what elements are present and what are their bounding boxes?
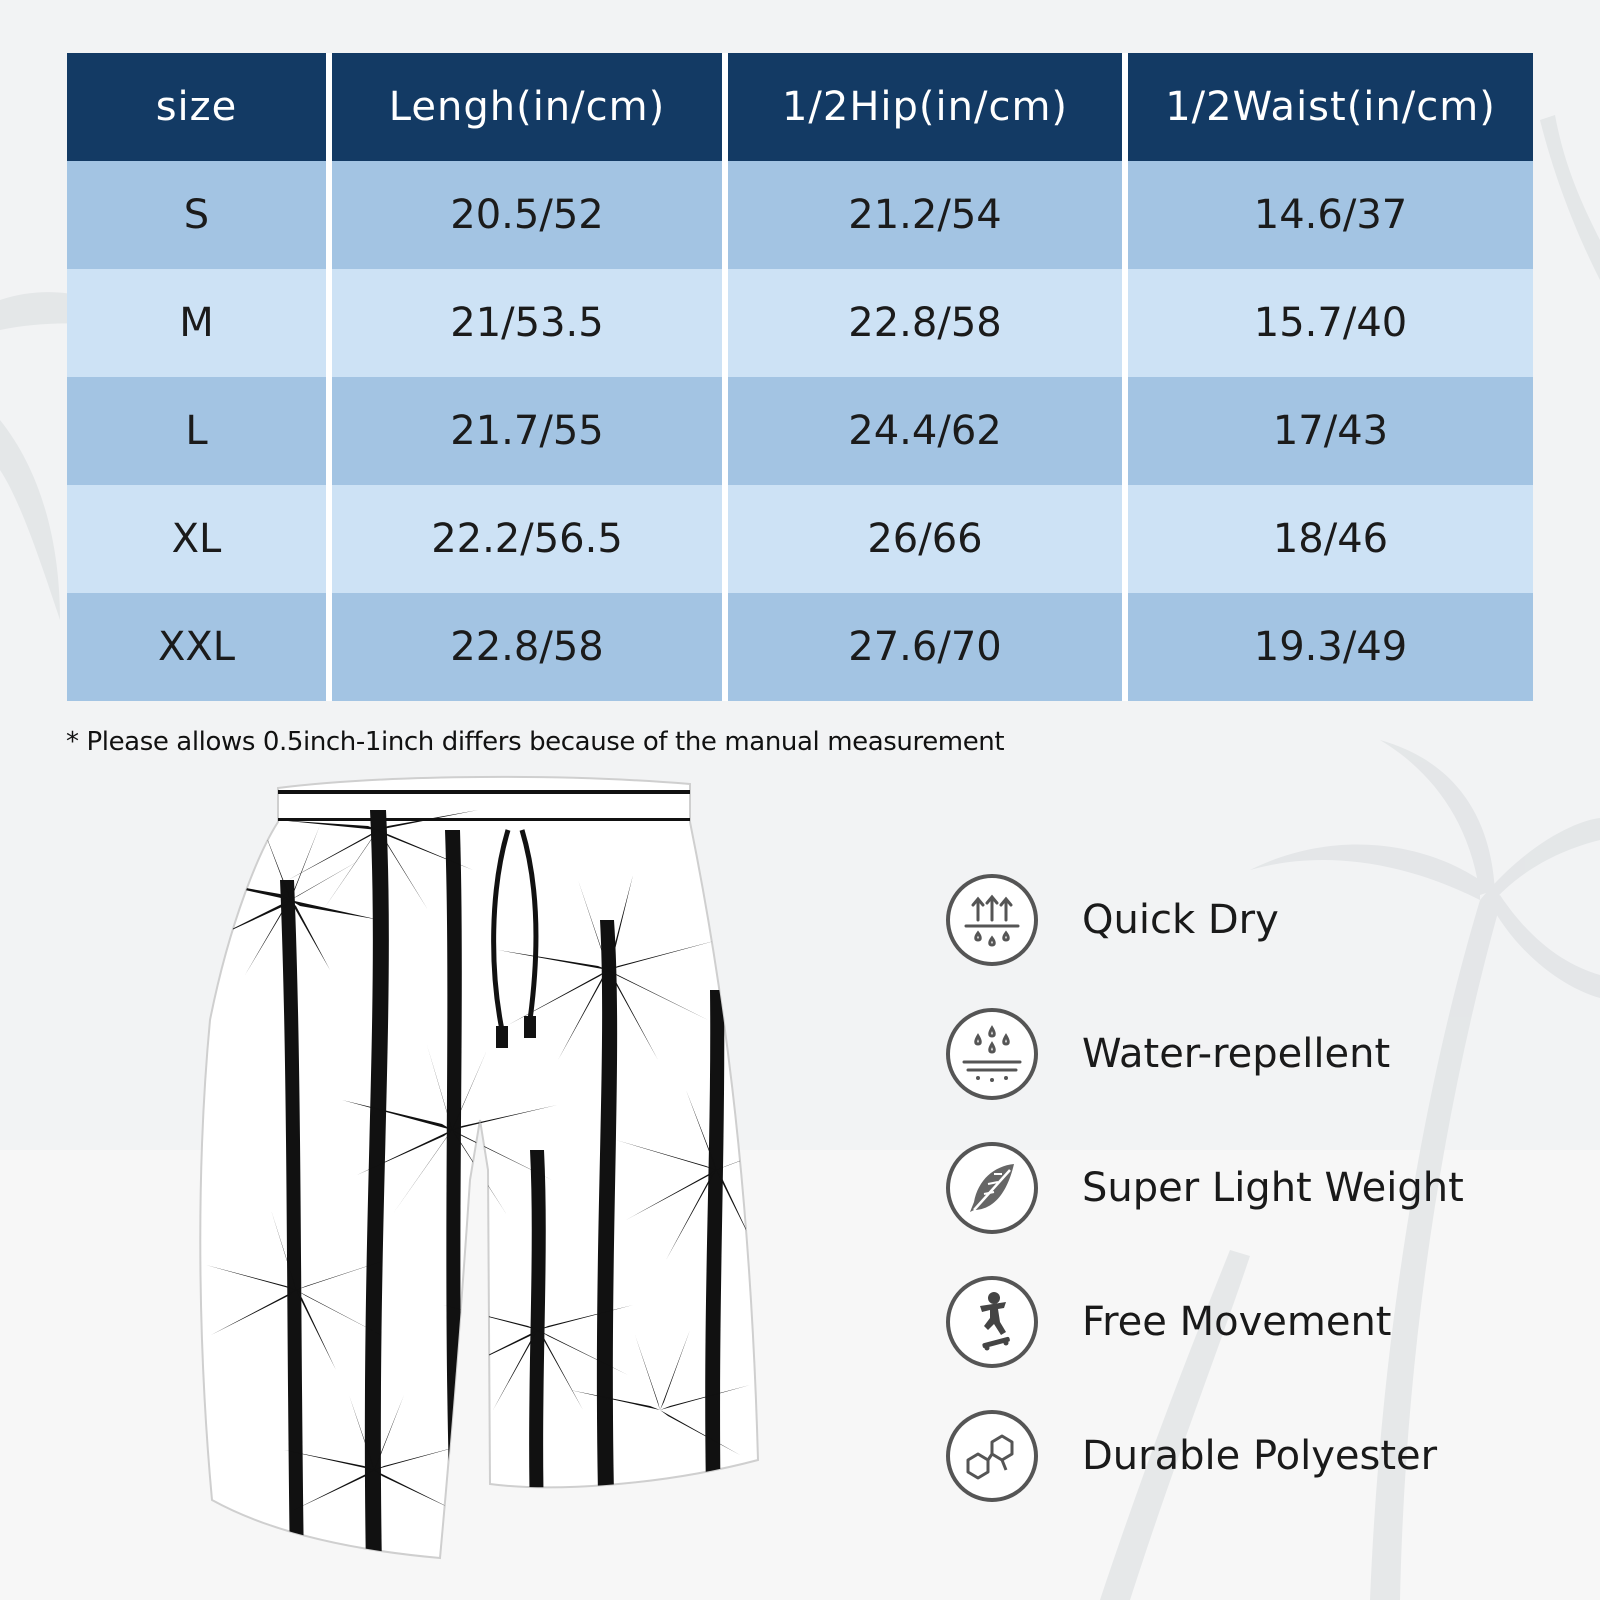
hip-cell: 22.8/58 — [722, 269, 1122, 377]
quick-dry-icon — [944, 872, 1040, 968]
waist-cell: 15.7/40 — [1122, 269, 1533, 377]
size-chart-table — [67, 53, 1533, 701]
waist-cell: 17/43 — [1122, 377, 1533, 485]
feature-super-light-weight — [944, 1140, 1464, 1236]
size-cell: S — [67, 161, 326, 269]
length-cell: 22.8/58 — [326, 593, 722, 701]
table-row — [67, 593, 1533, 701]
header-half-hip: 1/2Hip(in/cm) — [722, 53, 1122, 161]
feature-label: Super Light Weight — [1082, 1165, 1464, 1211]
feature-label: Free Movement — [1082, 1299, 1392, 1345]
header-length: Lengh(in/cm) — [326, 53, 722, 161]
header-size: size — [67, 53, 326, 161]
size-cell: M — [67, 269, 326, 377]
hip-cell: 27.6/70 — [722, 593, 1122, 701]
skateboarder-icon — [944, 1274, 1040, 1370]
waist-cell: 18/46 — [1122, 485, 1533, 593]
size-cell: XXL — [67, 593, 326, 701]
hip-cell: 26/66 — [722, 485, 1122, 593]
size-cell: XL — [67, 485, 326, 593]
measurement-note: * Please allows 0.5inch-1inch differs because of the manual measurement — [66, 727, 1005, 757]
palm-print-shorts-image — [190, 770, 770, 1580]
table-row — [67, 485, 1533, 593]
length-cell: 22.2/56.5 — [326, 485, 722, 593]
hip-cell: 21.2/54 — [722, 161, 1122, 269]
waist-cell: 19.3/49 — [1122, 593, 1533, 701]
header-half-waist: 1/2Waist(in/cm) — [1122, 53, 1533, 161]
feature-quick-dry — [944, 872, 1279, 968]
table-row — [67, 377, 1533, 485]
feature-free-movement — [944, 1274, 1391, 1370]
water-repellent-icon — [944, 1006, 1040, 1102]
feature-label: Durable Polyester — [1082, 1433, 1438, 1479]
length-cell: 20.5/52 — [326, 161, 722, 269]
table-row — [67, 161, 1533, 269]
hip-cell: 24.4/62 — [722, 377, 1122, 485]
length-cell: 21.7/55 — [326, 377, 722, 485]
feature-label: Quick Dry — [1082, 897, 1279, 943]
table-row — [67, 269, 1533, 377]
size-chart-header-row — [67, 53, 1533, 161]
feature-label: Water-repellent — [1082, 1031, 1391, 1077]
feature-water-repellent — [944, 1006, 1390, 1102]
molecule-icon — [944, 1408, 1040, 1504]
waist-cell: 14.6/37 — [1122, 161, 1533, 269]
feather-icon — [944, 1140, 1040, 1236]
feature-durable-polyester — [944, 1408, 1437, 1504]
size-cell: L — [67, 377, 326, 485]
length-cell: 21/53.5 — [326, 269, 722, 377]
